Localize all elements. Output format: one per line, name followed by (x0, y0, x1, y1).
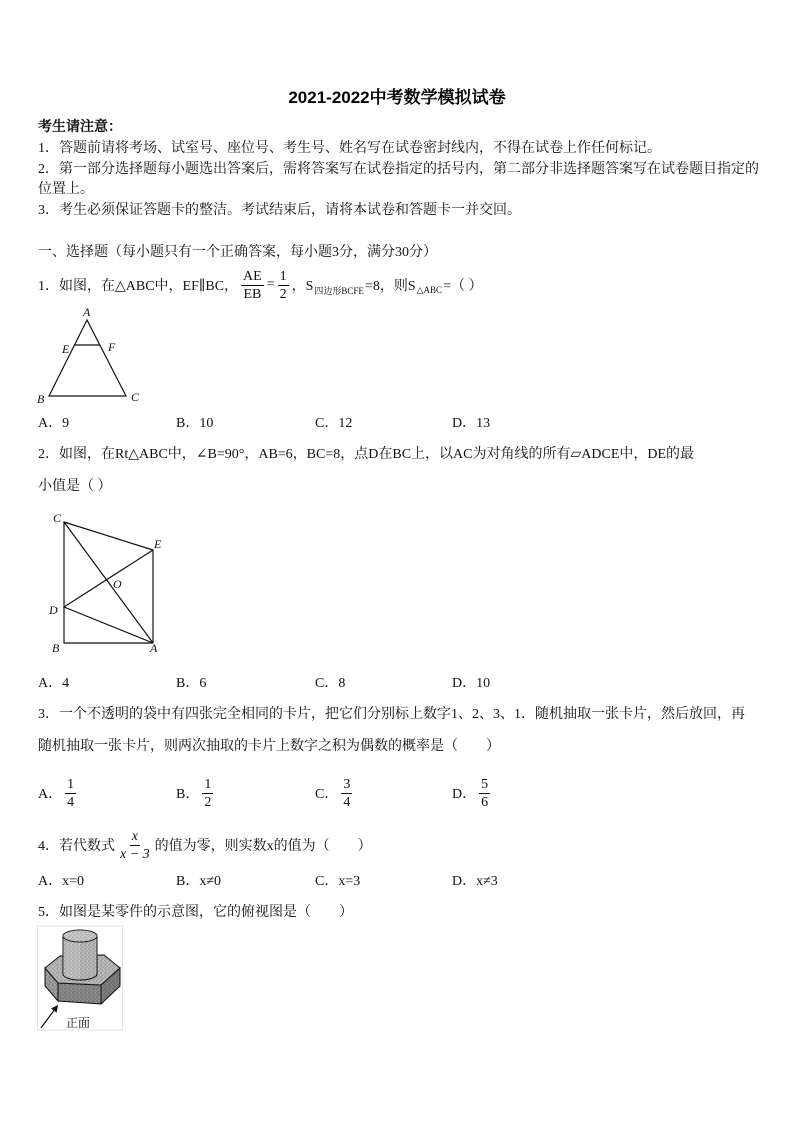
question-5-figure (36, 924, 126, 1032)
notice-line-2-continued: 位置上。 (38, 182, 94, 197)
diagonal-de (64, 550, 153, 607)
option-text: x≠3 (476, 874, 498, 889)
option-label: A． (38, 676, 63, 691)
option-label: B． (176, 787, 200, 802)
algebraic-fraction (118, 828, 152, 863)
label-c: C (53, 511, 62, 525)
q2-option-c (315, 674, 345, 694)
target-subscript: △ABC (416, 284, 443, 295)
question-4-text-after: 的值为零，则实数x的值为（ ） (154, 839, 372, 854)
notice-heading: 考生请注意： (38, 120, 122, 135)
area-value: =8，则S (364, 279, 416, 294)
area-prefix: ，S (291, 279, 314, 294)
ratio-value-numerator: 1 (279, 268, 287, 284)
option-label: B． (176, 874, 200, 889)
notice-line-3: 3．考生必须保证答题卡的整洁。考试结束后，请将本试卷和答题卡一并交回。 (38, 203, 521, 218)
equals-sign: = (266, 277, 275, 292)
q4-option-c (315, 872, 360, 892)
option-fraction (479, 776, 490, 811)
option-text: x=0 (62, 874, 85, 889)
q4-option-d (452, 872, 498, 892)
fraction-numerator: 3 (343, 776, 351, 792)
option-text: 6 (199, 676, 207, 691)
option-text: x≠0 (199, 874, 222, 889)
option-text: 4 (62, 676, 70, 691)
fraction-numerator: 1 (67, 776, 75, 792)
ratio-value-denominator: 2 (279, 286, 287, 302)
option-label: B． (176, 416, 200, 431)
option-fraction (341, 776, 352, 811)
option-text: 10 (199, 416, 214, 431)
option-label: D． (452, 787, 477, 802)
option-text: 8 (338, 676, 346, 691)
option-text: 9 (62, 416, 70, 431)
option-fraction (65, 776, 76, 811)
q3-option-a (38, 773, 79, 813)
q1-option-c (315, 414, 352, 434)
q3-option-b (176, 773, 216, 813)
option-label: D． (452, 676, 477, 691)
question-5-line-1: 5．如图是某零件的示意图，它的俯视图是（ ） (38, 905, 353, 920)
question-2-line-2: 小值是（ ） (38, 479, 112, 494)
q2-option-d (452, 674, 490, 694)
option-label: A． (38, 874, 63, 889)
option-label: A． (38, 416, 63, 431)
question-1-text: 1．如图，在△ABC中，EF∥BC， (38, 279, 239, 294)
q1-option-b (176, 414, 213, 434)
notice-line-1: 1．答题前请将考场、试室号、座位号、考生号、姓名写在试卷密封线内，不得在试卷上作任何标记。 (38, 141, 661, 156)
option-label: A． (38, 787, 63, 802)
section-heading: 一、选择题（每小题只有一个正确答案，每小题3分，满分30分） (38, 245, 437, 260)
question-4-text-before: 4．若代数式 (38, 839, 115, 854)
question-2-figure (44, 508, 168, 660)
question-4-stem (38, 825, 372, 865)
fraction-numerator: 5 (481, 776, 489, 792)
q3-option-d (452, 773, 493, 813)
label-c: C (131, 390, 140, 404)
cylinder-highlight (63, 936, 80, 980)
cylinder-top-highlight (63, 930, 97, 942)
question-2-line-1: 2．如图，在Rt△ABC中，∠B=90°，AB=6，BC=8，点D在BC上，以AC为对角线的所有▱ADCE中，DE的最 (38, 447, 695, 462)
label-f: F (108, 340, 116, 354)
fraction-denominator: 4 (67, 794, 75, 810)
label-a: A (83, 305, 91, 319)
q4-option-a (38, 872, 84, 892)
label-d: D (49, 603, 58, 617)
ratio-numerator: AE (243, 268, 262, 284)
ratio-denominator: EB (243, 286, 262, 302)
fraction-denominator: 6 (481, 794, 489, 810)
label-b: B (52, 641, 60, 655)
option-text: x=3 (338, 874, 361, 889)
question-1-tail: =（ ） (443, 279, 483, 294)
prism-front-shade (58, 983, 101, 1004)
ratio-fraction (241, 268, 264, 303)
label-e: E (154, 537, 162, 551)
option-label: C． (315, 787, 339, 802)
q4-option-b (176, 872, 221, 892)
q2-option-b (176, 674, 206, 694)
label-a: A (150, 641, 158, 655)
fraction-numerator: 1 (204, 776, 212, 792)
option-text: 12 (338, 416, 353, 431)
option-text: 10 (476, 676, 491, 691)
q3-option-c (315, 773, 355, 813)
question-3-line-1: 3．一个不透明的袋中有四张完全相同的卡片，把它们分别标上数字1、2、3、1．随机抽取一张卡片，然后放回，再 (38, 707, 745, 722)
ratio-value-fraction (278, 268, 289, 303)
option-text: 13 (476, 416, 491, 431)
question-1-figure (34, 304, 150, 412)
label-e: E (62, 342, 70, 356)
front-arrow-shaft (41, 1009, 55, 1028)
triangle-abc (49, 320, 126, 396)
fraction-denominator: 4 (343, 794, 351, 810)
exam-title: 2021-2022中考数学模拟试卷 (288, 88, 506, 107)
question-1-stem (38, 265, 482, 305)
q2-option-a (38, 674, 69, 694)
option-label: C． (315, 676, 339, 691)
fraction-denominator: 2 (204, 794, 212, 810)
option-label: B． (176, 676, 200, 691)
q1-option-a (38, 414, 69, 434)
front-arrow-head-icon (51, 1005, 58, 1013)
option-label: D． (452, 874, 477, 889)
front-label: 正面 (66, 1016, 91, 1030)
option-label: D． (452, 416, 477, 431)
notice-line-2: 2．第一部分选择题每小题选出答案后，需将答案写在试卷指定的括号内，第二部分非选择题答案写在试卷题目指定的 (38, 162, 759, 177)
option-label: C． (315, 416, 339, 431)
question-3-line-2: 随机抽取一张卡片，则两次抽取的卡片上数字之积为偶数的概率是（ ） (38, 739, 500, 754)
fraction-numerator: x (131, 828, 138, 844)
option-fraction (202, 776, 213, 811)
q1-option-d (452, 414, 490, 434)
fraction-denominator: x − 3 (120, 846, 150, 862)
label-o: O (113, 577, 122, 591)
label-b: B (37, 392, 45, 406)
option-label: C． (315, 874, 339, 889)
area-subscript: 四边形BCFE (314, 285, 364, 296)
